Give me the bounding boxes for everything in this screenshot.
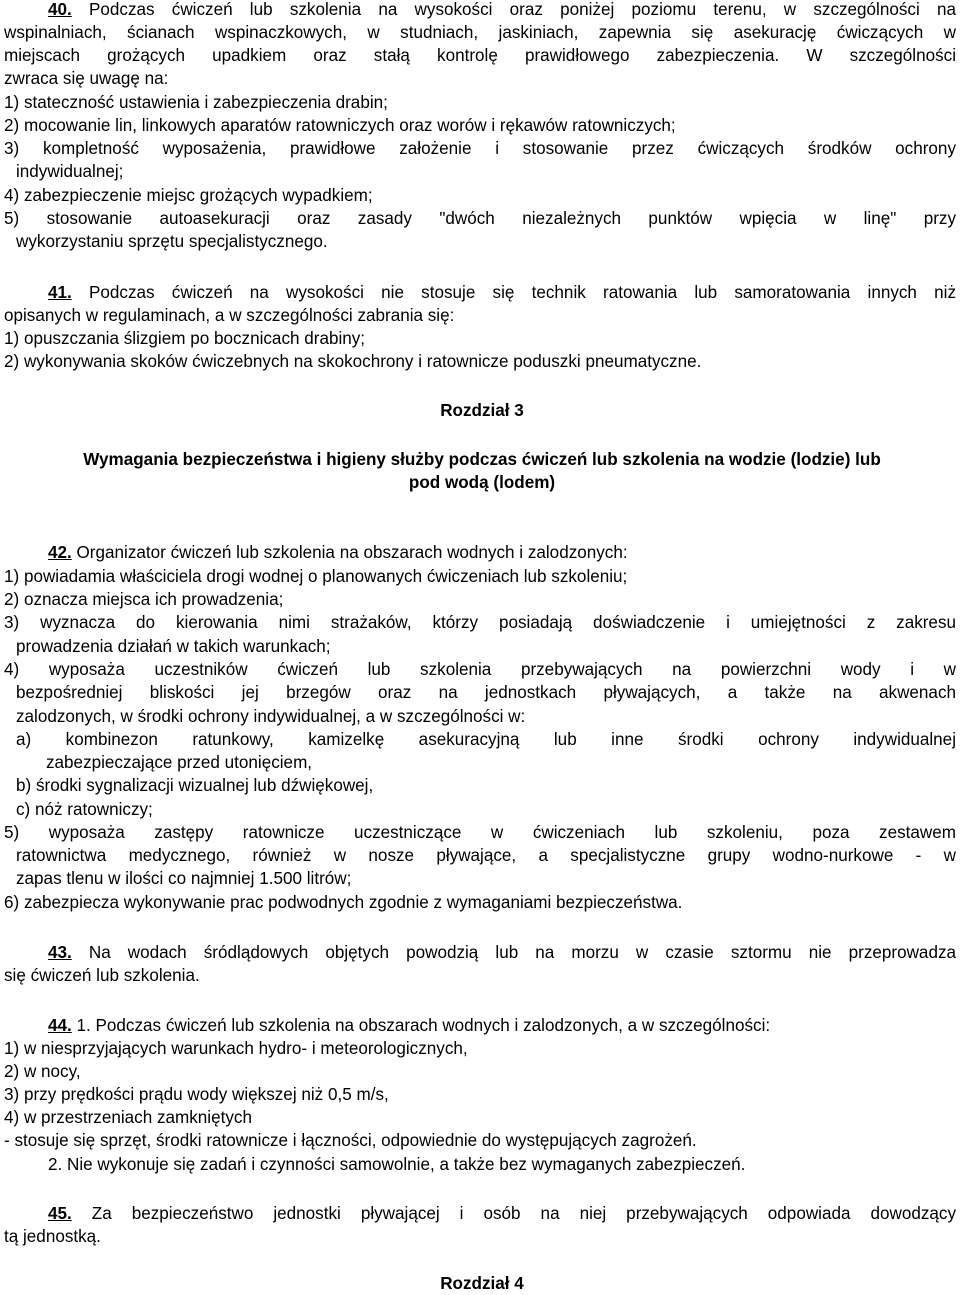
p42-item-6: 6) zabezpiecza wykonywanie prac podwodnych zgodnie z wymaganiami bezpieczeństwa. (4, 893, 683, 912)
p41-number: 41. (48, 283, 72, 302)
p44-item-2: 2) w nocy, (4, 1062, 81, 1081)
chapter-3-title: Rozdział 3 (440, 401, 524, 420)
p44-number: 44. (48, 1016, 72, 1035)
p41-line-2: opisanych w regulaminach, a w szczególności zabrania się: (4, 306, 455, 325)
p42-item-4-cont-2: zalodzonych, w środki ochrony indywidualnej, a w szczególności w: (16, 707, 526, 726)
p44-point-2: 2. Nie wykonuje się zadań i czynności samowolnie, a także bez wymaganych zabezpieczeń. (48, 1155, 746, 1174)
p42-item-4a: a) kombinezon ratunkowy, kamizelkę asekuracyjną lub inne środki ochrony indywidualnej (16, 730, 956, 749)
p42-item-3-cont: prowadzenia działań w takich warunkach; (16, 637, 331, 656)
p42-item-5-cont-1: ratownictwa medycznego, również w nosze pływające, a specjalistyczne grupy wodno-nurkowe - w (16, 846, 956, 865)
p42-item-4-cont-1: bezpośredniej bliskości jej brzegów oraz na jednostkach pływających, a także na akwenach (16, 683, 956, 702)
p45-text-1: Za bezpieczeństwo jednostki pływającej i osób na niej przebywających odpowiada dowodzący (91, 1204, 956, 1223)
p43-line-1 (4, 941, 956, 964)
p42-item-5-cont-2: zapas tlenu w ilości co najmniej 1.500 litrów; (16, 869, 352, 888)
p44-item-3: 3) przy prędkości prądu wody większej niż 0,5 m/s, (4, 1085, 389, 1104)
p44-text-1: 1. Podczas ćwiczeń lub szkolenia na obszarach wodnych i zalodzonych, a w szczególności: (76, 1016, 771, 1035)
p40-item-5-cont: wykorzystaniu sprzętu specjalistycznego. (16, 232, 328, 251)
chapter-3-subtitle-2: pod wodą (lodem) (408, 473, 556, 492)
p40-line-3: miejscach grożących upadkiem oraz stałą kontrolę prawidłowego zabezpieczenia. W szczególności (4, 46, 956, 65)
p40-item-4: 4) zabezpieczenie miejsc grożących wypadkiem; (4, 186, 373, 205)
p45-number: 45. (48, 1204, 72, 1223)
p40-item-2: 2) mocowanie lin, linkowych aparatów ratowniczych oraz worów i rękawów ratowniczych; (4, 116, 676, 135)
p41-item-2: 2) wykonywania skoków ćwiczebnych na skokochrony i ratownicze poduszki pneumatyczne. (4, 352, 702, 371)
p40-line-4: zwraca się uwagę na: (4, 69, 169, 88)
p43-text-1: Na wodach śródlądowych objętych powodzią lub na morzu w czasie sztormu nie przeprowadza (88, 943, 956, 962)
p43-number: 43. (48, 943, 72, 962)
p44-item-4: 4) w przestrzeniach zamkniętych (4, 1108, 252, 1127)
p41-text-1: Podczas ćwiczeń na wysokości nie stosuje się technik ratowania lub samoratowania innych niż (89, 283, 956, 302)
chapter-3-subtitle-1: Wymagania bezpieczeństwa i higieny służby podczas ćwiczeń lub szkolenia na wodzie (lodzie) lub (83, 450, 881, 469)
p42-item-4c: c) nóż ratowniczy; (16, 800, 153, 819)
p40-item-5: 5) stosowanie autoasekuracji oraz zasady "dwóch niezależnych punktów wpięcia w linę" przy (4, 209, 956, 228)
p42-item-4a-cont: zabezpieczające przed utonięciem, (46, 753, 313, 772)
p41-line-1 (4, 281, 956, 304)
p40-number: 40. (48, 0, 72, 19)
p42-text-1: Organizator ćwiczeń lub szkolenia na obszarach wodnych i zalodzonych: (76, 543, 628, 562)
p45-line-1 (4, 1202, 956, 1225)
p42-item-1: 1) powiadamia właściciela drogi wodnej o planowanych ćwiczeniach lub szkoleniu; (4, 567, 628, 586)
p42-item-4: 4) wyposaża uczestników ćwiczeń lub szkolenia przebywających na powierzchni wody i w (4, 660, 956, 679)
p45-line-2: tą jednostką. (4, 1227, 101, 1246)
p42-item-5: 5) wyposaża zastępy ratownicze uczestniczące w ćwiczeniach lub szkoleniu, poza zestawem (4, 823, 956, 842)
p42-line-1 (4, 541, 628, 564)
p40-line-2: wspinalniach, ścianach wspinaczkowych, w studniach, jaskiniach, zapewnia się asekurację ćwiczących w (4, 23, 956, 42)
p44-tail: - stosuje się sprzęt, środki ratownicze i łączności, odpowiednie do występujących zagrożeń. (4, 1131, 697, 1150)
p44-item-1: 1) w niesprzyjających warunkach hydro- i meteorologicznych, (4, 1039, 468, 1058)
p42-item-2: 2) oznacza miejsca ich prowadzenia; (4, 590, 284, 609)
p41-item-1: 1) opuszczania ślizgiem po bocznicach drabiny; (4, 329, 366, 348)
p42-item-4b: b) środki sygnalizacji wizualnej lub dźwiękowej, (16, 776, 374, 795)
p40-line-1 (4, 0, 956, 21)
chapter-4-title: Rozdział 4 (440, 1274, 524, 1293)
p40-item-3: 3) kompletność wyposażenia, prawidłowe założenie i stosowanie przez ćwiczących środków ochrony (4, 139, 956, 158)
p43-line-2: się ćwiczeń lub szkolenia. (4, 966, 200, 985)
p40-item-1: 1) stateczność ustawienia i zabezpieczenia drabin; (4, 93, 388, 112)
p44-line-1 (4, 1014, 770, 1037)
p40-text-1: Podczas ćwiczeń lub szkolenia na wysokości oraz poniżej poziomu terenu, w szczególności na (89, 0, 956, 19)
p40-item-3-cont: indywidualnej; (16, 162, 124, 181)
p42-number: 42. (48, 543, 72, 562)
p42-item-3: 3) wyznacza do kierowania nimi strażaków, którzy posiadają doświadczenie i umiejętności z zakresu (4, 613, 956, 632)
